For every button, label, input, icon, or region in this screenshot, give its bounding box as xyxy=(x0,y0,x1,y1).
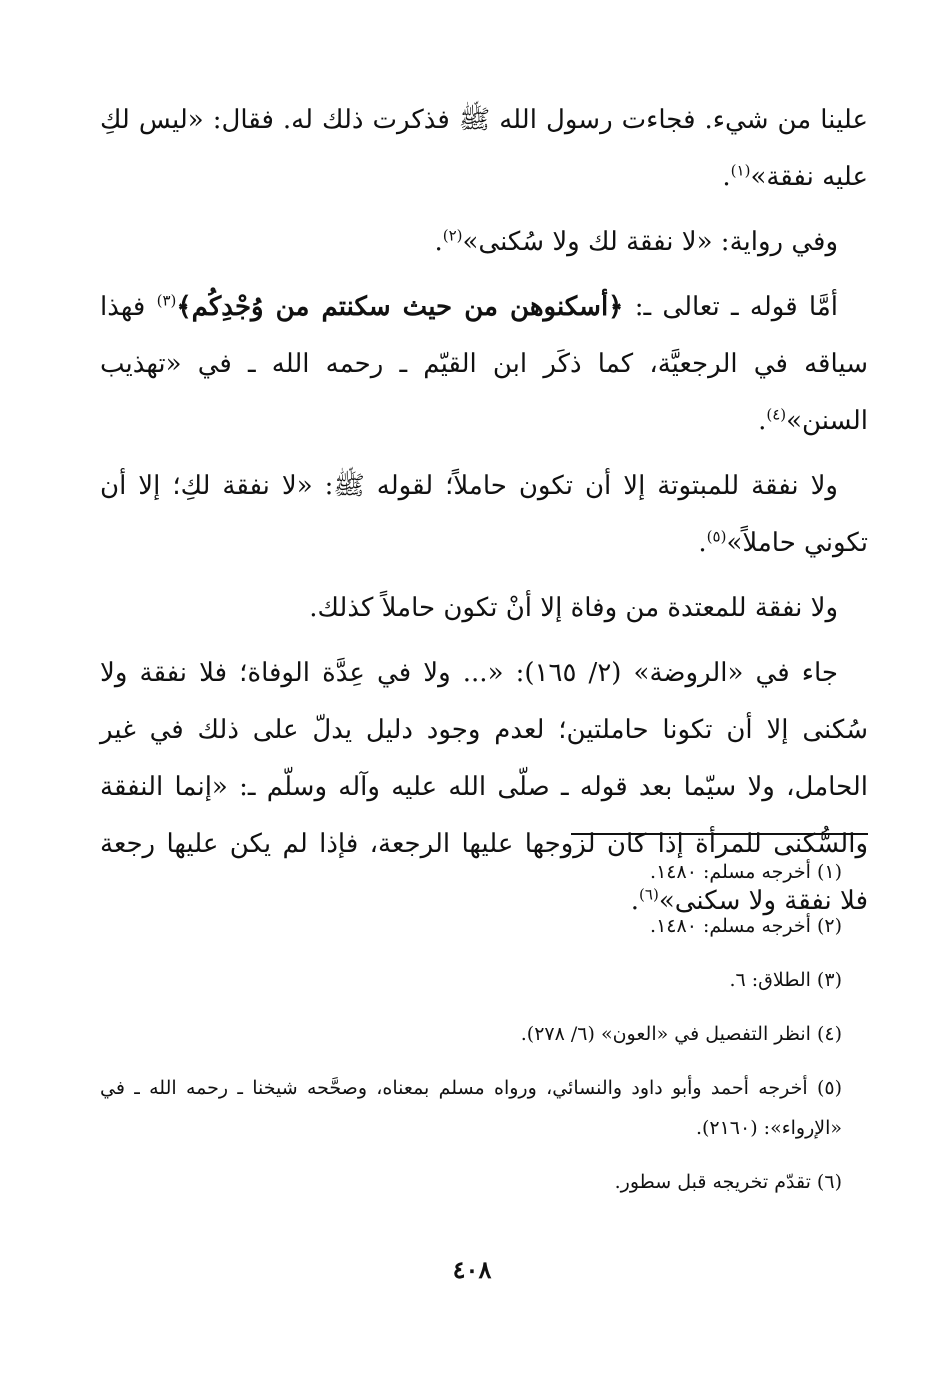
paragraph-text: وفي رواية: «لا نفقة لك ولا سُكنى» xyxy=(462,227,838,257)
paragraph-end: . xyxy=(698,528,707,558)
paragraph-text: علينا من شيء. فجاءت رسول الله ﷺ فذكرت ذلك له. فقال: «ليس لكِ عليه نفقة» xyxy=(100,105,868,192)
main-text xyxy=(100,92,868,938)
footnote-ref-3[interactable]: (٣) xyxy=(156,291,177,310)
footnotes-section xyxy=(100,852,842,1216)
paragraph-3 xyxy=(100,279,868,450)
footnote-4: (٤) انظر التفصيل في «العون» (٦/ ٢٧٨). xyxy=(520,1023,842,1045)
paragraph-end: . xyxy=(434,227,443,257)
paragraph-2 xyxy=(100,214,868,271)
paragraph-end: . xyxy=(758,406,767,436)
paragraph-text: فهذا سياقه في الرجعيَّة، كما ذكَر ابن القيّم ـ رحمه الله ـ في «تهذيب السنن» xyxy=(100,292,868,436)
footnote-separator xyxy=(571,833,868,835)
footnote-ref-2[interactable]: (٢) xyxy=(442,226,463,245)
paragraph-4 xyxy=(100,458,868,572)
footnote-1: (١) أخرجه مسلم: ١٤٨٠. xyxy=(650,861,842,883)
paragraph-text: جاء في «الروضة» (٢/ ١٦٥): «... ولا في عِدَّة الوفاة؛ فلا نفقة ولا سُكنى إلا أن تكونا حاملتين؛ لعدم وجود دليل يدلّ على ذلك في غير الحامل، ولا سيّما بعد قوله ـ صلّى الله عليه وآله وسلّم ـ: «إنما النفقة والسُّكنى للمرأة إذا كان لزوجها عليها الرجعة، فإذا لم يكن عليها رجعة فلا نفقة ولا سكنى» xyxy=(100,658,868,916)
footnote-ref-1[interactable]: (١) xyxy=(730,161,751,180)
footnote-3: (٣) الطلاق: ٦. xyxy=(729,969,842,991)
paragraph-5 xyxy=(100,580,868,637)
paragraph-lead: أمَّا قوله ـ تعالى ـ: xyxy=(623,292,839,322)
footnote-2: (٢) أخرجه مسلم: ١٤٨٠. xyxy=(650,915,842,937)
footnote-ref-6[interactable]: (٦) xyxy=(639,885,659,904)
footnote-ref-5[interactable]: (٥) xyxy=(706,527,727,546)
footnote-6: (٦) تقدّم تخريجه قبل سطور. xyxy=(614,1171,842,1193)
paragraph-end: . xyxy=(630,886,640,916)
page-number: ٤٠٨ xyxy=(452,1255,492,1284)
paragraph-1 xyxy=(100,92,868,206)
footnote-5: (٥) أخرجه أحمد وأبو داود والنسائي، ورواه مسلم بمعناه، وصحَّحه شيخنا ـ رحمه الله ـ في «الإرواء»: (٢١٦٠). xyxy=(100,1077,842,1139)
quran-verse: ﴿أسكنوهن من حيث سكنتم من وُجْدِكُم﴾ xyxy=(176,292,624,322)
paragraph-end: . xyxy=(722,162,731,192)
paragraph-text: ولا نفقة للمعتدة من وفاة إلا أنْ تكون حاملاً كذلك. xyxy=(309,593,838,623)
paragraph-text: ولا نفقة للمبتوتة إلا أن تكون حاملاً؛ لقوله ﷺ: «لا نفقة لكِ؛ إلا أن تكوني حاملاً» xyxy=(100,471,868,558)
footnote-ref-4[interactable]: (٤) xyxy=(766,405,787,424)
